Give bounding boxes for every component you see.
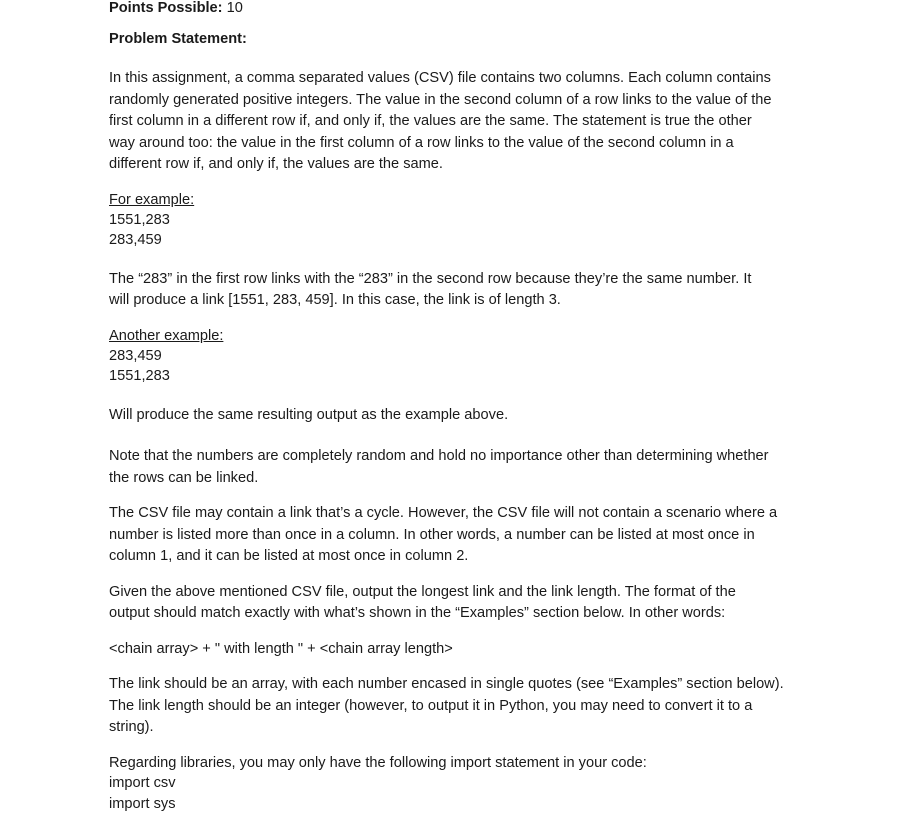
array-note-line: The link length should be an integer (however, to output it in Python, you may need to convert it to a [109,697,753,714]
same-output-text: Will produce the same resulting output as the example above. [109,406,509,423]
points-value: 10 [222,0,243,16]
example-2-row: 283,459 [109,347,162,364]
array-note-line: string). [109,719,154,735]
libraries-section [109,753,821,815]
example-2 [109,326,821,386]
cycle-paragraph [109,503,821,568]
given-paragraph [109,582,821,625]
document-content [109,0,821,814]
libraries-text: Regarding libraries, you may only have the following import statement in your code: [109,754,647,771]
example-2-label: Another example: [109,327,224,344]
example-1-row: 1551,283 [109,211,170,228]
cycle-line: number is listed more than once in a column. In other words, a number can be listed at most once in [109,526,755,543]
points-possible [109,0,821,20]
cycle-line: column 1, and it can be listed at most once in column 2. [109,548,469,564]
intro-line: randomly generated positive integers. The value in the second column of a row links to the value of the [109,91,772,108]
intro-line: different row if, and only if, the values are the same. [109,156,443,172]
array-note-line: The link should be an array, with each number encased in single quotes (see “Examples” section below). [109,676,784,692]
cycle-line: The CSV file may contain a link that’s a cycle. However, the CSV file will not contain a scenario where a [109,505,778,521]
points-label: Points Possible: [109,0,223,16]
example-1-label: For example: [109,191,195,208]
intro-line: In this assignment, a comma separated values (CSV) file contains two columns. Each column contains [109,70,771,86]
example-1-row: 283,459 [109,231,162,248]
note-line: the rows can be linked. [109,469,259,486]
note-line: Note that the numbers are completely random and hold no importance other than determining whether [109,448,769,464]
problem-heading: Problem Statement: [109,30,247,47]
explanation-line: will produce a link [1551, 283, 459]. In this case, the link is of length 3. [109,292,561,308]
import-line: import sys [109,795,176,812]
import-line: import csv [109,775,176,791]
explanation-paragraph [109,269,821,312]
example-2-row: 1551,283 [109,367,170,384]
example-1 [109,190,821,250]
note-paragraph [109,446,821,489]
given-line: output should match exactly with what’s shown in the “Examples” section below. In other words: [109,605,726,621]
intro-paragraph [109,68,821,176]
explanation-line: The “283” in the first row links with the “283” in the second row because they’re the same number. It [109,270,752,287]
array-note-paragraph [109,674,821,739]
intro-line: first column in a different row if, and only if, the values are the same. The statement is true the other [109,113,752,129]
intro-line: way around too: the value in the first column of a row links to the value of the second column in a [109,134,734,151]
given-line: Given the above mentioned CSV file, output the longest link and the link length. The format of the [109,583,736,600]
output-format: <chain array> + " with length " + <chain array length> [109,640,453,657]
